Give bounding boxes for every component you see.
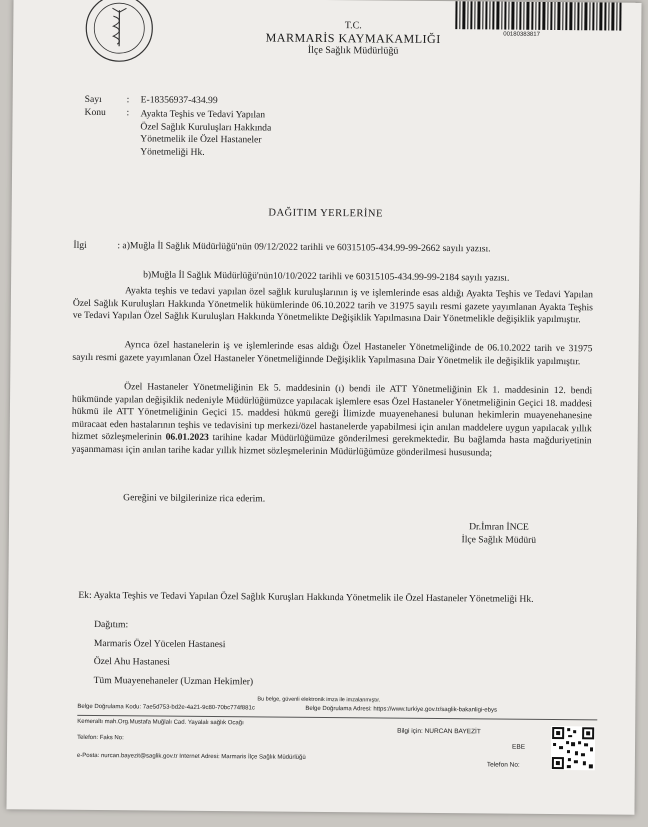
ilgi-b: b)Muğla İl Sağlık Müdürlüğü'nün10/10/2022 tarihli ve 60315105-434.99-99-2184 sayılı yazısı.: [143, 269, 510, 284]
footer-address: Kemeraltı mah.Org.Mustafa Muğlalı Cad. Yayalalı sağlık Ocağı: [77, 718, 244, 727]
deadline-date: 06.01.2023: [165, 431, 209, 443]
signatory-title: İlçe Sağlık Müdürü: [461, 533, 537, 546]
konu-line: Yönetmelik ile Özel Hastaneler: [140, 133, 262, 146]
distribution-heading: DAĞITIM YERLERİNE: [268, 207, 384, 220]
paragraph-3-start: Özel Hastaneler Yönetmeliğinin Ek 5. maddesinin (ı) bendi ile ATT Yönetmeliğinin Ek 1. maddesinin 12. bendi hükmünde yapılan değişiklik nedeniyle Müdürlüğümüzce yapılacak işlemlere esas Özel Hastaneler Yönetmeliğinin Geçici 18. maddesi hükmü ile ATT Yönetmeliğinin Geçici 15. maddesi hükmü gereği İlimizde muayenehanesi bulunan hekimlerin muayenehanesine müracaat eden hastalarının teşhis ve tedavisini tıp merkezi/özel hastanelerde yapabilmesi için anılan maddelere uygun yapılacak yıllık hizmet sözleşmelerinin: [71, 381, 593, 443]
sayi-value: E-18356937-434.99: [140, 94, 218, 107]
document-page: [6, 0, 641, 815]
qr-code-icon: [551, 726, 595, 770]
konu-label: Konu: [84, 106, 106, 118]
footer-phone: Telefon: Faks No:: [77, 734, 124, 742]
list-item: Marmaris Özel Yücelen Hastanesi: [93, 637, 226, 650]
signature-block: [409, 521, 589, 548]
verify-code: Belge Doğrulama Kodu: 7ae5d753-bd2e-4a21-9c80-70bc774f881c: [77, 703, 255, 712]
konu-line: Ayakta Teşhis ve Tedavi Yapılan: [140, 108, 266, 121]
konu-row: Konu :: [84, 106, 130, 118]
konu-line: Yönetmeliği Hk.: [140, 145, 205, 158]
verify-address: Belge Doğrulama Adresi: https://www.turkiye.gov.tr/saglik-bakanligi-ebys: [305, 705, 498, 714]
list-item: Tüm Muayenehaneler (Uzman Hekimler): [93, 674, 254, 687]
konu-value: [140, 108, 370, 160]
ilgi-a: [73, 240, 583, 257]
footer-phone-no: Telefon No:: [486, 761, 520, 769]
footer-info-contact: Bilgi için: NURCAN BAYEZİT: [397, 727, 481, 736]
sayi-label: Sayı: [84, 93, 102, 106]
ilgi-a-text: : a)Muğla İl Sağlık Müdürlüğü'nün 09/12/2022 tarihli ve 60315105-434.99-99-2662 sayılı yazısı.: [117, 240, 491, 255]
signatory-name: Dr.İmran İNCE: [469, 521, 529, 533]
paragraph-1: Ayakta teşhis ve tedavi yapılan özel sağlık kuruluşlarının iş ve işlemlerinde esas aldığı Ayakta Teşhis ve Tedavi Yapılan Özel Sağlık Kuruluşları Hakkında Yönetmelik hükümlerinde 06.10.2022 tarih ve 31975 sayılı resmi gazete yayımlanan Ayakta Teşhis ve Tedavi Yapılan Özel Sağlık Kuruluşları Hakkında Yönetmelikte Değişiklik Yapılmasına Dair Yönetmelikle değişiklik yapılmıştır.: [72, 285, 594, 326]
header-state: T.C.: [344, 20, 362, 32]
ministry-seal-logo: [83, 0, 156, 65]
paragraph-2: Ayrıca özel hastanelerin iş ve işlemlerinde esas aldığı Özel Hastaneler Yönetmeliğinde de 06.10.2022 tarih ve 31975 sayılı resmi gazete yayımlanan Özel Hastaneler Yönetmeliğinnde Değişiklik Yapılmasına Dair Yönetmelik ile değişiklik yapılmıştır.: [72, 339, 593, 367]
distribution-list: [94, 616, 254, 691]
barcode-number: 00180383817: [503, 31, 540, 38]
header-department: İlçe Sağlık Müdürlüğü: [307, 44, 399, 57]
ilgi-label: İlgi: [73, 239, 87, 251]
closing-line: Gereğini ve bilgilerinize rica ederim.: [123, 492, 266, 505]
paragraph-3: [72, 381, 593, 461]
header-office: MARMARİS KAYMAKAMLIĞI: [265, 30, 441, 47]
sayi-row: Sayı : E-18356937-434.99: [84, 93, 218, 107]
e-signature-note: Bu belge, güvenli elektronik imza ile imzalanmıştır.: [257, 696, 381, 704]
distribution-label: Dağıtım:: [94, 619, 129, 631]
list-item: Özel Ahu Hastanesi: [93, 656, 171, 668]
footer-email: e-Posta: nurcan.bayezit@saglik.gov.tr Internet Adresi: Marmaris İlçe Sağlık Müdürlüğü: [76, 752, 306, 761]
konu-line: Özel Sağlık Kuruluşları Hakkında: [140, 120, 272, 134]
attachment-line: Ek: Ayakta Teşhis ve Tedavi Yapılan Özel Sağlık Kuruşları Hakkında Yönetmelik ile Özel Hastaneler Yönetmeliği Hk.: [78, 589, 534, 605]
paragraph-3-end: tarihine kadar Müdürlüğümüze gönderilmesi gerekmektedir. Bu bağlamda hasta mağduriyetinin yaşanmaması için anılan tarihe kadar yıllık hizmet sözleşmelerinin Müdürlüğümüze gönderilmesi hususunda;: [71, 432, 592, 458]
footer-role: EBE: [511, 743, 526, 751]
